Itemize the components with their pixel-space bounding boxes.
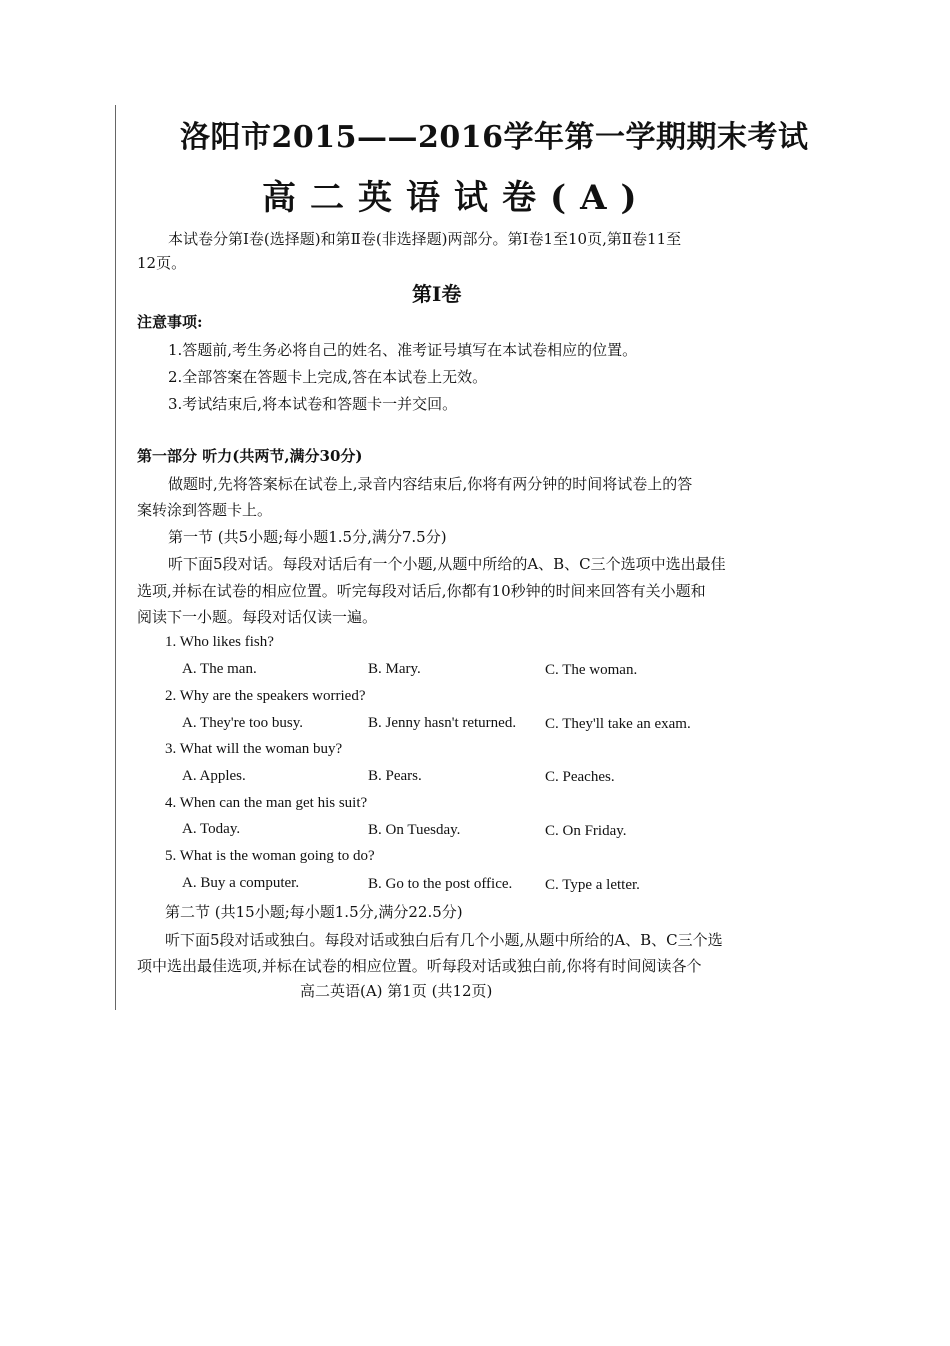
section1-instruction-line-3: 阅读下一小题。每段对话仅读一遍。 <box>137 608 378 626</box>
question-4: 4. When can the man get his suit? <box>165 795 368 811</box>
question-1-option-c: C. The woman. <box>545 662 638 678</box>
question-2-option-a: A. They're too busy. <box>182 715 304 731</box>
question-5-option-a: A. Buy a computer. <box>182 875 300 891</box>
page-footer: 高二英语(A) 第1页 (共12页) <box>300 982 493 1000</box>
question-4-option-a: A. Today. <box>182 821 241 837</box>
note-item: 3.考试结束后,将本试卷和答题卡一并交回。 <box>168 395 458 413</box>
paper-title: 高二英语试卷(A) <box>262 178 651 218</box>
question-5: 5. What is the woman going to do? <box>165 848 375 864</box>
part1-instruction-line-2: 案转涂到答题卡上。 <box>137 501 273 519</box>
question-3-option-a: A. Apples. <box>182 768 246 784</box>
question-3-option-b: B. Pears. <box>368 768 422 784</box>
question-3: 3. What will the woman buy? <box>165 741 343 757</box>
intro-line-1: 本试卷分第Ⅰ卷(选择题)和第Ⅱ卷(非选择题)两部分。第Ⅰ卷1至10页,第Ⅱ卷11至 <box>168 230 682 248</box>
intro-line-2: 12页。 <box>137 254 187 272</box>
volume-heading: 第Ⅰ卷 <box>412 282 462 306</box>
question-1-option-b: B. Mary. <box>368 661 421 677</box>
question-5-option-c: C. Type a letter. <box>545 877 640 893</box>
section1-heading: 第一节 (共5小题;每小题1.5分,满分7.5分) <box>168 528 447 546</box>
question-1-option-a: A. The man. <box>182 661 257 677</box>
question-4-option-c: C. On Friday. <box>545 823 627 839</box>
question-2-option-c: C. They'll take an exam. <box>545 716 691 732</box>
exam-title: 洛阳市2015——2016学年第一学期期末考试 <box>180 120 809 155</box>
question-5-option-b: B. Go to the post office. <box>368 876 513 892</box>
question-2: 2. Why are the speakers worried? <box>165 688 366 704</box>
section2-heading: 第二节 (共15小题;每小题1.5分,满分22.5分) <box>165 903 463 921</box>
question-1: 1. Who likes fish? <box>165 634 274 650</box>
question-2-option-b: B. Jenny hasn't returned. <box>368 715 517 731</box>
question-4-option-b: B. On Tuesday. <box>368 822 461 838</box>
section2-instruction-line-2: 项中选出最佳选项,并标在试卷的相应位置。听每段对话或独白前,你将有时间阅读各个 <box>137 957 702 975</box>
page-left-edge <box>115 105 116 1010</box>
section2-instruction-line-1: 听下面5段对话或独白。每段对话或独白后有几个小题,从题中所给的A、B、C三个选 <box>165 931 723 949</box>
notes-heading: 注意事项: <box>137 313 203 331</box>
section1-instruction-line-2: 选项,并标在试卷的相应位置。听完每段对话后,你都有10秒钟的时间来回答有关小题和 <box>137 582 706 600</box>
note-item: 2.全部答案在答题卡上完成,答在本试卷上无效。 <box>168 368 488 386</box>
section1-instruction-line-1: 听下面5段对话。每段对话后有一个小题,从题中所给的A、B、C三个选项中选出最佳 <box>168 555 726 573</box>
part1-instruction-line-1: 做题时,先将答案标在试卷上,录音内容结束后,你将有两分钟的时间将试卷上的答 <box>168 475 693 493</box>
note-item: 1.答题前,考生务必将自己的姓名、准考证号填写在本试卷相应的位置。 <box>168 341 638 359</box>
part1-heading: 第一部分 听力(共两节,满分30分) <box>137 447 363 465</box>
question-3-option-c: C. Peaches. <box>545 769 615 785</box>
